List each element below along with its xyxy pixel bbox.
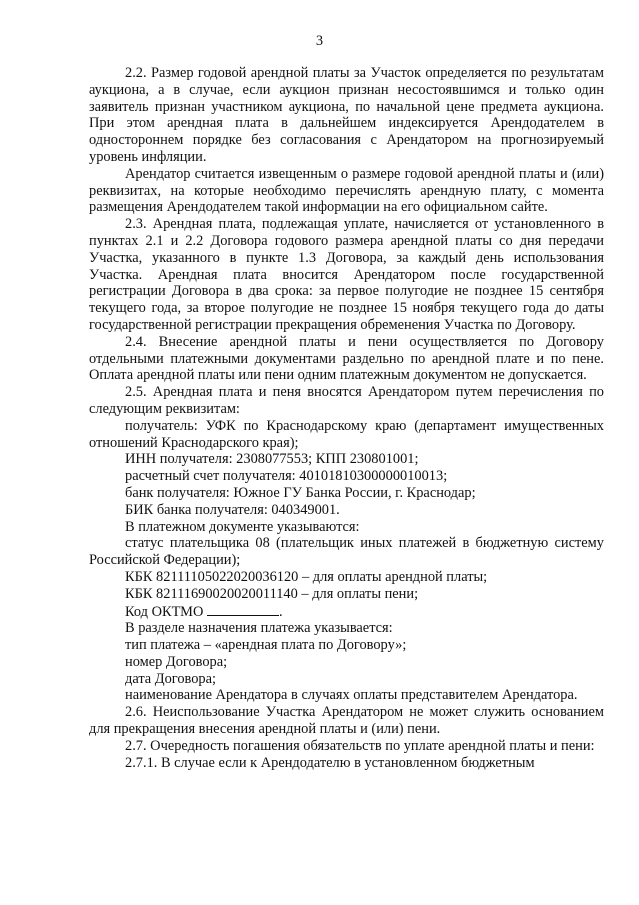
payment-doc-heading: В платежном документе указываются: (125, 518, 360, 535)
clause-2-2: 2.2. Размер годовой арендной платы за Участок определяется по результатам аукциона, а в случае, если аукцион признан несостоявшимся и только один заявитель признан участником аукциона, по начальной цене предмета аукциона. При этом арендная плата в дальнейшем индексируется Арендодателем в одностороннем порядке без согласования с Арендатором на прогнозируемый уровень инфляции. (89, 65, 604, 165)
oktmo-blank (207, 603, 279, 616)
tenant-name-line: наименование Арендатора в случаях оплаты представителем Арендатора. (125, 687, 578, 704)
oktmo-label: Код ОКТМО (125, 603, 204, 620)
recipient-line: получатель: УФК по Краснодарскому краю (департамент имущественных отношений Краснодарского края); (89, 417, 604, 451)
bik-line: БИК банка получателя: 040349001. (125, 501, 340, 518)
contract-number-line: номер Договора; (125, 653, 228, 670)
bank-line: банк получателя: Южное ГУ Банка России, г. Краснодар; (125, 484, 476, 501)
clause-2-6: 2.6. Неиспользование Участка Арендатором не может служить основанием для прекращения внесения арендной платы и (или) пени. (89, 704, 604, 738)
contract-date-line: дата Договора; (125, 670, 217, 687)
oktmo-period: . (278, 603, 283, 620)
document-body (89, 65, 604, 771)
paragraph-notification: Арендатор считается извещенным о размере годовой арендной платы и (или) реквизитах, на которые необходимо перечислять арендную плату, с момента размещения Арендодателем такой информации на его официальном сайте. (89, 165, 604, 216)
clause-2-4: 2.4. Внесение арендной платы и пени осуществляется по Договору отдельными платежными документами раздельно по арендной плате и по пене. Оплата арендной платы или пени одним платежным документом не допускается. (89, 333, 604, 384)
page-number: 3 (315, 33, 324, 49)
clause-2-7-1: 2.7.1. В случае если к Арендодателю в установленном бюджетным (125, 754, 535, 771)
kbk-rent-line: КБК 82111105022020036120 – для оплаты арендной платы; (125, 568, 488, 585)
payment-type-line: тип платежа – «арендная плата по Договору»; (125, 637, 407, 654)
inn-kpp-line: ИНН получателя: 2308077553; КПП 230801001; (125, 451, 419, 468)
clause-2-7: 2.7. Очередность погашения обязательств по уплате арендной платы и пени: (125, 737, 595, 754)
payment-purpose-heading: В разделе назначения платежа указывается: (125, 620, 393, 637)
oktmo-line (89, 603, 604, 621)
payer-status-line: статус плательщика 08 (плательщик иных платежей в бюджетную систему Российской Федерации); (89, 535, 604, 569)
account-line: расчетный счет получателя: 40101810300000010013; (125, 468, 448, 485)
kbk-penalty-line: КБК 82111690020020011140 – для оплаты пени; (125, 585, 419, 602)
clause-2-3: 2.3. Арендная плата, подлежащая уплате, начисляется от установленного в пунктах 2.1 и 2.2 Договора годового размера арендной платы со дня передачи Участка, указанного в пункте 1.3 Договора, за каждый день использования Участка. Арендная плата вносится Арендатором после государственной регистрации Договора в два срока: за первое полугодие не позднее 15 сентября текущего года, за второе полугодие не позднее 15 ноября текущего года до даты государственной регистрации прекращения обременения Участка по Договору. (89, 216, 604, 333)
clause-2-5: 2.5. Арендная плата и пеня вносятся Арендатором путем перечисления по следующим реквизитам: (89, 384, 604, 417)
